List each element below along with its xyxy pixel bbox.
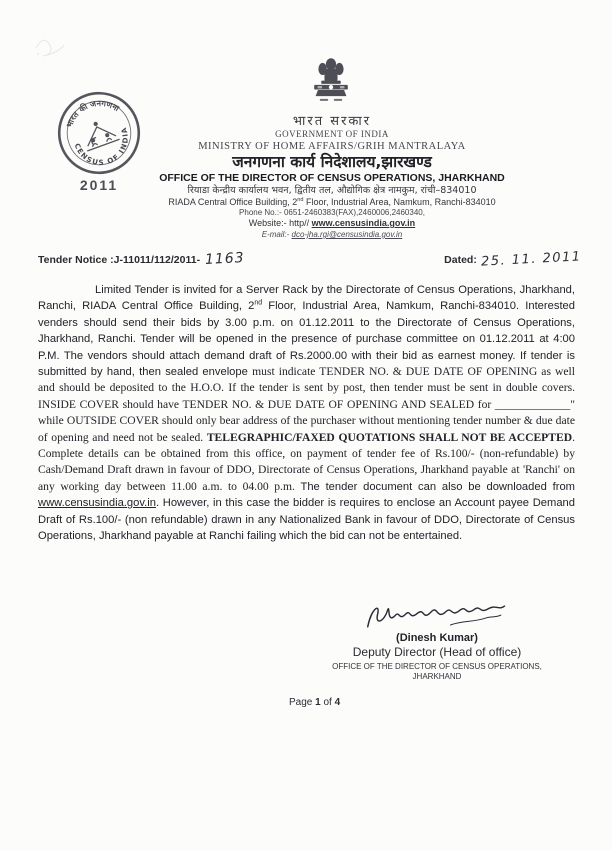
government-hindi-line: भारत सरकार <box>292 114 372 129</box>
office-english-line: OFFICE OF THE DIRECTOR OF CENSUS OPERATIONS, JHARKHAND <box>159 172 505 184</box>
census-year-label: 2011 <box>79 177 119 193</box>
signatory-name: (Dinesh Kumar) <box>396 632 478 644</box>
national-emblem-icon <box>303 54 359 112</box>
logo-bottom-text: CENSUS OF INDIA <box>72 125 130 168</box>
address-hindi-line: रियाडा केन्द्रीय कार्यालय भवन, द्वितीय तल, औद्योगिक क्षेत्र नामकुम, रांची–834010 <box>187 185 477 196</box>
government-english-line: GOVERNMENT OF INDIA <box>275 129 389 139</box>
tender-notice-number <box>38 250 244 268</box>
signature-block <box>328 598 546 682</box>
handwritten-date: 25. 11. 2011 <box>480 249 583 270</box>
tender-notice-label: Tender Notice :J-11011/112/2011- <box>38 254 201 266</box>
handwritten-signature-icon <box>352 598 522 634</box>
ministry-line: MINISTRY OF HOME AFFAIRS/GRIH MANTRALAYA <box>198 141 466 152</box>
logo-top-text: भारत की जनगणना <box>64 98 121 129</box>
page-number: Page 1 of 4 <box>289 697 341 708</box>
office-hindi-line: जनगणना कार्य निदेशालय,झारखण्ड <box>232 153 432 171</box>
tender-body-paragraph: Limited Tender is invited for a Server Rack by the Directorate of Census Operations, Jharkhand, Ranchi, RIADA Central Office Building, 2nd Floor, Industrial Area, Namkum, Ranchi-834010. Interested venders should send their bids by 3.00 p.m. on 01.12.2011 to the Directorate of Census Operations, Jharkhand, Ranchi. Tender will be opened in the presence of purchase committee on 01.12.2011 at 4:00 P.M. The vendors should attach demand draft of Rs.2000.00 with their bid as earnest money. If tender is submitted by hand, then sealed envelope must indicate TENDER NO. & DUE DATE OF OPENING as well and should be deposited to the H.O.O. If the tender is sent by post, then tender must be sent in double covers. INSIDE COVER should have TENDER NO. & DUE DATE OF OPENING AND SEALED for _____________" while OUTSIDE COVER should only bear address of the purchaser without mentioning tender number & due date of opening and need not be sealed. TELEGRAPHIC/FAXED QUOTATIONS SHALL NOT BE ACCEPTED. Complete details can be obtained from this office, on payment of tender fee of Rs.100/- (non-refundable) by Cash/Demand Draft drawn in favour of DDO, Directorate of Census Operations, Jharkhand payable at 'Ranchi' on any working day between 11.00 a.m. to 04.00 p.m. The tender document can also be downloaded from www.censusindia.gov.in. However, in this case the bidder is requires to enclose an Account payee Demand Draft of Rs.100/- (non refundable) drawn in any Nationalized Bank in favour of DDO, Directorate of Census Operations, Jharkhand payable at Ranchi failing which the bid can not be entertained. <box>38 284 576 543</box>
signatory-title: Deputy Director (Head of office) <box>352 645 522 659</box>
dated-field <box>444 250 582 268</box>
website-line: Website:- http// www.censusindia.gov.in <box>248 218 416 228</box>
phone-line: Phone No.:- 0651-2460383(FAX),2460006,2460340, <box>239 208 425 217</box>
signatory-office-line1: OFFICE OF THE DIRECTOR OF CENSUS OPERATIONS, <box>332 662 542 671</box>
handwritten-notice-number: 1163 <box>204 249 245 269</box>
address-english-line: RIADA Central Office Building, 2nd Floor, Industrial Area, Namkum, Ranchi-834010 <box>168 197 496 207</box>
reference-row <box>38 250 582 268</box>
email-line: E-mail:- dco-jha.rgi@censusindia.gov.in <box>261 230 403 239</box>
signatory-office-line2: JHARKHAND <box>412 672 462 681</box>
pencil-scribble-mark <box>24 26 84 66</box>
letterhead <box>37 114 612 240</box>
dated-label: Dated: <box>444 254 477 266</box>
